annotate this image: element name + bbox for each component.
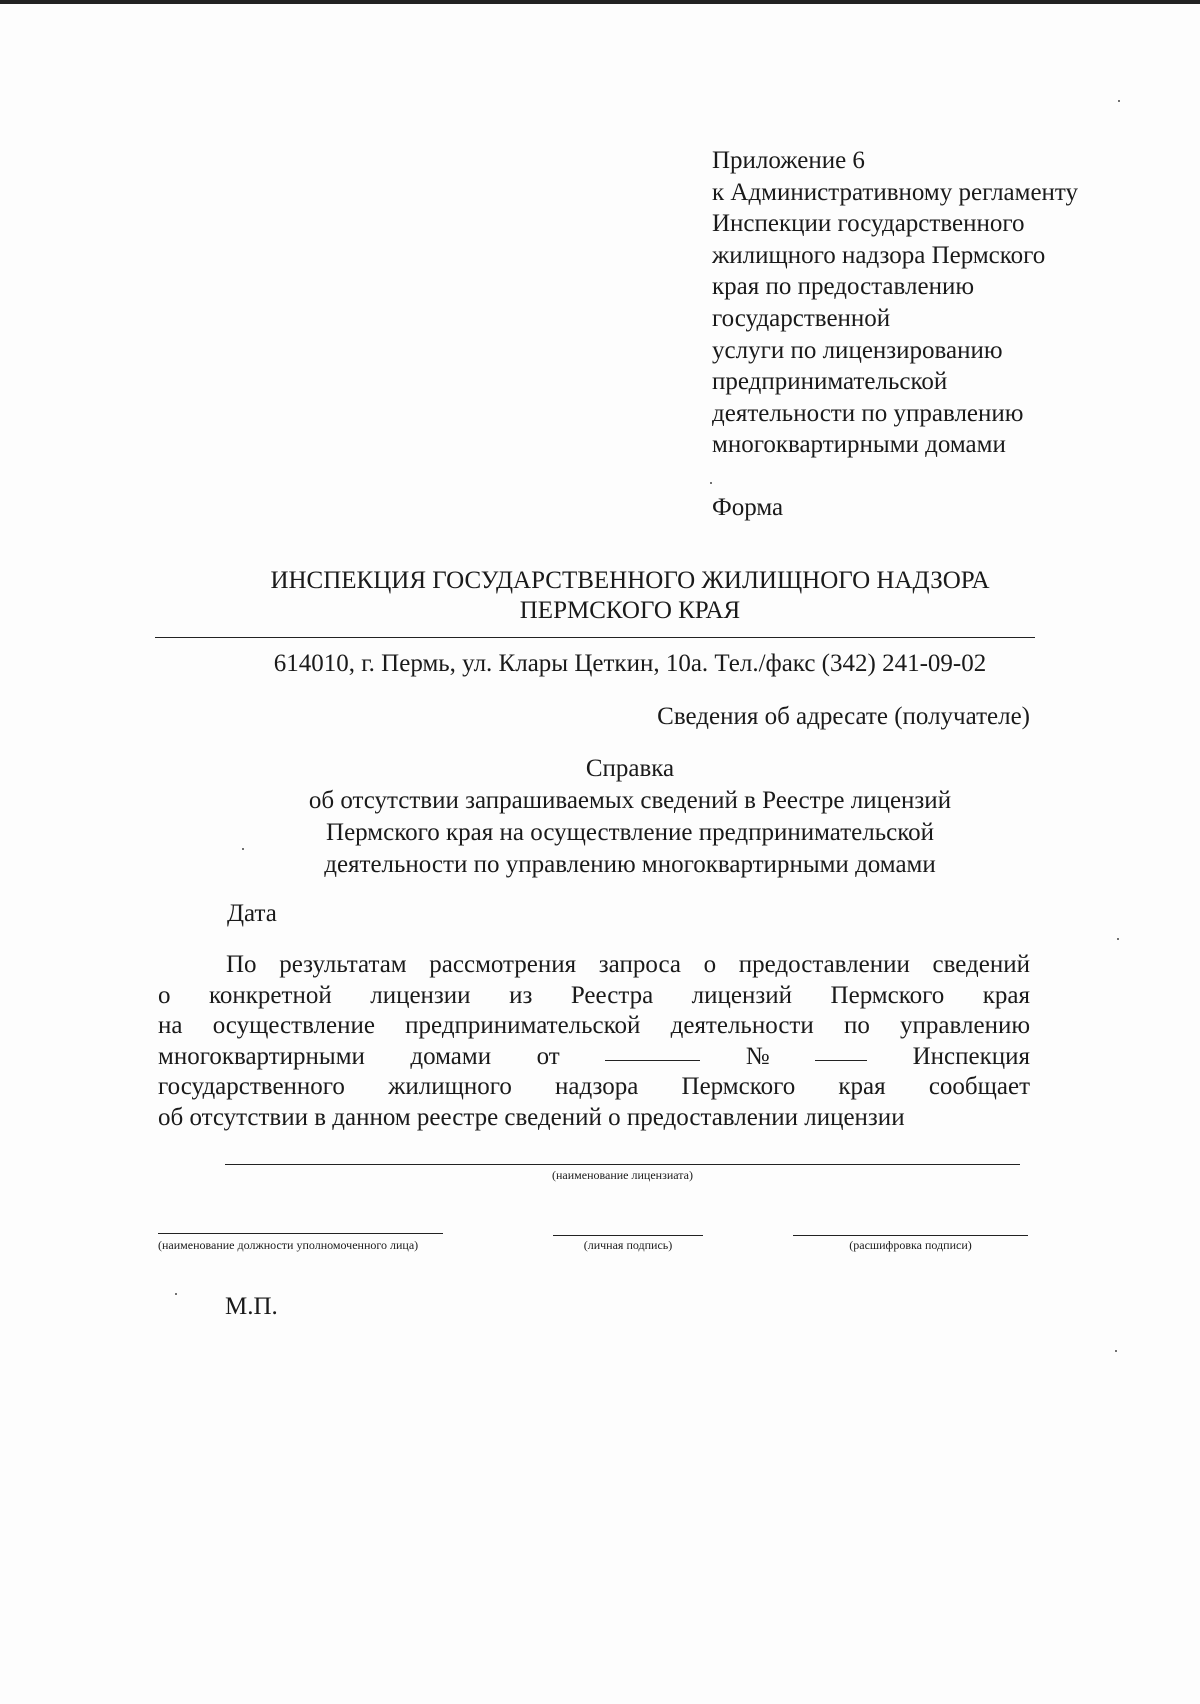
signature-caption: (личная подпись) [583,1238,673,1252]
appendix-line: жилищного надзора Пермского [712,241,1046,269]
scan-speck [175,1293,177,1295]
position-caption: (наименование должности уполномоченного лица) [158,1238,419,1252]
document-subtitle-line: об отсутствии запрашиваемых сведений в Реестре лицензий [308,787,952,814]
appendix-line: деятельности по управлению [712,399,1024,427]
signature-decode-caption: (расшифровка подписи) [849,1238,972,1252]
body-line: об отсутствии в данном реестре сведений о предоставлении лицензии [158,1103,905,1131]
body-word: Инспекция [912,1042,1030,1070]
scan-speck [1117,938,1119,940]
date-label: Дата [227,900,277,927]
organization-name-line2: ПЕРМСКОГО КРАЯ [519,597,741,624]
document-title: Справка [585,755,675,782]
position-blank-line [158,1233,443,1234]
body-line: По результатам рассмотрения запроса о предоставлении сведений [226,951,1030,978]
appendix-line: услуги по лицензированию [712,336,1003,364]
signature-blank-line [553,1235,703,1236]
body-word: многоквартирными [158,1042,365,1070]
organization-name-line1: ИНСПЕКЦИЯ ГОСУДАРСТВЕННОГО ЖИЛИЩНОГО НАДЗОРА [270,567,990,594]
appendix-line: многоквартирными домами [712,431,1006,459]
stamp-place-label: М.П. [225,1293,278,1320]
appendix-line: предпринимательской [712,368,948,396]
appendix-line: края по предоставлению [712,273,975,301]
scan-speck [710,482,712,484]
body-word: домами [410,1042,492,1070]
licensee-caption: (наименование лицензиата) [552,1168,693,1182]
appendix-line: Инспекции государственного [712,210,1025,238]
organization-header [150,566,1110,626]
organization-address: 614010, г. Пермь, ул. Клары Цеткин, 10а. Тел./факс (342) 241-09-02 [273,650,987,677]
number-blank-field [815,1042,867,1061]
appendix-line: к Административному регламенту [712,178,1079,206]
signature-decode-blank-line [793,1235,1028,1236]
scan-speck [1118,100,1120,102]
body-word: № [745,1042,770,1070]
body-line: о конкретной лицензии из Реестра лицензий Пермского края [158,981,1030,1009]
body-line: на осуществление предпринимательской деятельности по управлению [158,1012,1030,1039]
form-label: Форма [712,494,784,521]
document-subtitle-line: Пермского края на осуществление предпринимательской [326,819,934,846]
recipient-info: Сведения об адресате (получателе) [657,703,1030,730]
scan-speck [1115,1350,1117,1352]
header-divider [155,637,1035,638]
scan-speck [242,848,244,850]
body-word: от [536,1042,560,1070]
body-paragraph [158,950,1030,1133]
body-line: государственного жилищного надзора Пермского края сообщает [158,1073,1030,1100]
document-heading [150,753,1110,881]
appendix-line: Приложение 6 [712,147,865,174]
scan-top-border [0,0,1200,4]
date-blank-field [605,1042,700,1061]
body-line [158,1042,1030,1073]
document-subtitle-line: деятельности по управлению многоквартирными домами [324,851,936,878]
licensee-blank-line [225,1164,1020,1165]
appendix-block [712,145,1172,461]
appendix-line: государственной [712,304,891,332]
